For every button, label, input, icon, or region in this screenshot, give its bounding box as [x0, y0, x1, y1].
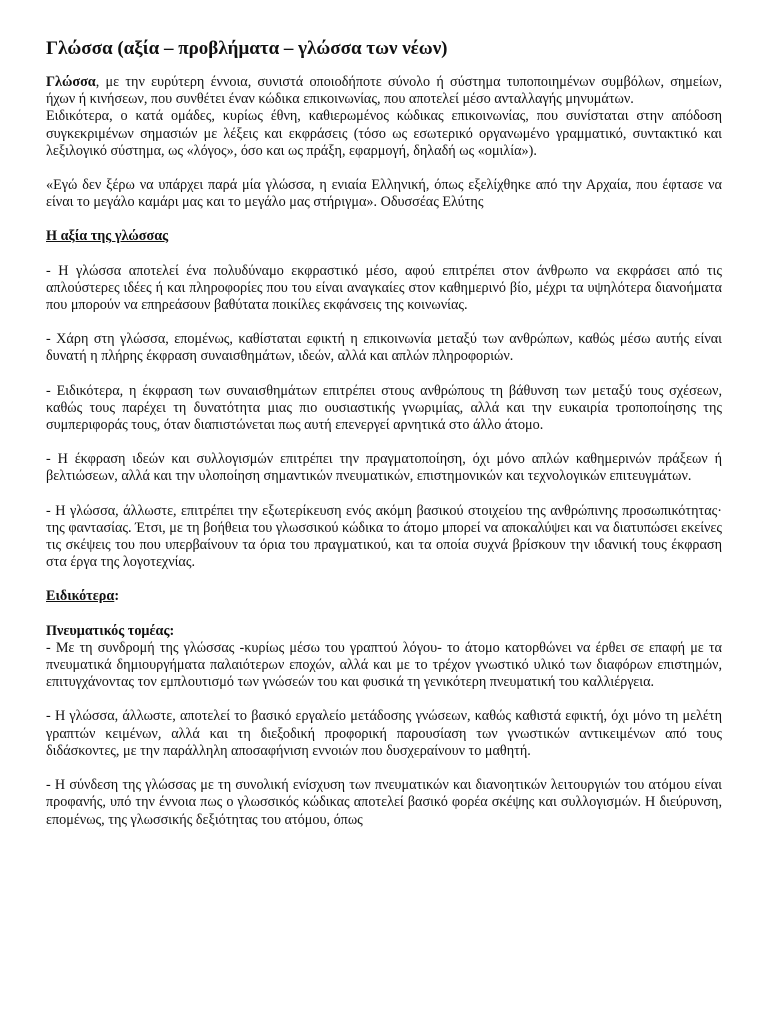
section-heading-specifically: [46, 588, 722, 605]
intro-term: Γλώσσα: [46, 74, 96, 90]
spacer: [46, 211, 722, 228]
value-paragraph: - Η έκφραση ιδεών και συλλογισμών επιτρέπει την πραγματοποίηση, όχι μόνο απλών καθημερινών πράξεων ή βελτιώσεων, αλλά και την υλοποίηση σημαντικών πνευματικών, επιστημονικών και τεχνολογικών επιτευγμάτων.: [46, 451, 722, 485]
intro-specific: Ειδικότερα, ο κατά ομάδες, κυρίως έθνη, καθιερωμένος κώδικας επικοινωνίας, που συνίσταται στην απόδοση συγκεκριμένων σημασιών με λέξεις και εκφράσεις (τόσο ως εσωτερικό οργανωμένο γραμματικό, συντακτικό και λεξιλογικό σύστημα, ως «λόγος», όσο και ως πράξη, εφαρμογή, δηλαδή ως «ομιλία»).: [46, 108, 722, 159]
intellectual-paragraph: - Με τη συνδρομή της γλώσσας -κυρίως μέσω του γραπτού λόγου- το άτομο κατορθώνει να έρθει σε επαφή με τα πνευματικά δημιουργήματα παλαιότερων εποχών, αλλά και με το τρέχον γνωστικό υλικό των διαφόρων επιστημών, επιτυγχάνοντας τον εμπλουτισμό των γνώσεών του και φυσικά τη γενικότερη πνευματική του καλλιέργεια.: [46, 639, 722, 691]
document-title: Γλώσσα (αξία – προβλήματα – γλώσσα των νέων): [46, 38, 448, 59]
spacer: [46, 314, 722, 331]
elytis-quote: «Εγώ δεν ξέρω να υπάρχει παρά μία γλώσσα, η ενιαία Ελληνική, όπως εξελίχθηκε από την Αρχαία, που έφτασε να είναι το μεγάλο καμάρι μας και το μεγάλο μας στήριγμα». Οδυσσέας Ελύτης: [46, 177, 722, 211]
intellectual-paragraph: - Η σύνδεση της γλώσσας με τη συνολική ενίσχυση των πνευματικών και διανοητικών λειτουργιών του ατόμου είναι προφανής, υπό την έννοια πως ο γλωσσικός κώδικας αποτελεί βασικό φορέα σκέψης και συλλογισμών. Η διεύρυνση, επομένως, της γλωσσικής δεξιότητας του ατόμου, όπως: [46, 777, 722, 828]
spacer: [46, 246, 722, 263]
spacer: [46, 606, 722, 623]
section-heading-value: Η αξία της γλώσσας: [46, 228, 169, 245]
value-paragraph: - Ειδικότερα, η έκφραση των συναισθημάτων επιτρέπει στους ανθρώπους τη βάθυνση των μεταξύ τους σχέσεων, καθώς τους παρέχει τη δυνατότητα μιας πιο ουσιαστικής γνωριμίας, αλλά και την ευκαιρία τροποποίησης της συμπεριφοράς τους, όταν διαπιστώνεται πως αυτή επενεργεί αρνητικά στο άλλο άτομο.: [46, 382, 722, 434]
spacer: [46, 160, 722, 177]
subheading-intellectual: [46, 623, 722, 640]
spacer: [46, 434, 722, 451]
spacer: [46, 691, 722, 708]
section-heading-specifically-colon: :: [114, 588, 120, 605]
spacer: [46, 366, 722, 383]
value-paragraph: - Η γλώσσα, άλλωστε, επιτρέπει την εξωτερίκευση ενός ακόμη βασικού στοιχείου της ανθρώπινης προσωπικότητας· της φαντασίας. Έτσι, με τη βοήθεια του γλωσσικού κώδικα το άτομο μπορεί να αποκαλύψει και να διατυπώσει εκείνες τις σκέψεις του που υπερβαίνουν τα όρια του πραγματικού, και τα οποία συχνά βρίσκουν την ιδανική τους έκφραση στα έργα της λογοτεχνίας.: [46, 502, 722, 571]
subheading-intellectual-colon: :: [169, 622, 175, 639]
document-page: [46, 38, 722, 829]
spacer: [46, 571, 722, 588]
spacer: [46, 760, 722, 777]
value-paragraph: - Η γλώσσα αποτελεί ένα πολυδύναμο εκφραστικό μέσο, αφού επιτρέπει στον άνθρωπο να εκφράσει από τις απλούστερες ιδέες ή και πληροφορίες που του είναι αναγκαίες στον καθημερινό βίο, μέχρι τα υψηλότερα διανοήματα που μπορούν να επηρεάσουν βαθύτατα ποικίλες εκφάνσεις της κοινωνίας.: [46, 262, 722, 314]
subheading-intellectual-text: Πνευματικός τομέας: [46, 622, 170, 639]
intellectual-paragraph: - Η γλώσσα, άλλωστε, αποτελεί το βασικό εργαλείο μετάδοσης γνώσεων, καθώς καθιστά εφικτή, όχι μόνο τη μελέτη γραπτών κειμένων, αλλά και τη διεξοδική προφορική παρουσίαση των γνωστικών αντικειμένων από τους διδάσκοντες, με την παράλληλη αποσαφήνιση εννοιών που δυσχεραίνουν το μαθητή.: [46, 708, 722, 759]
intro-definition-text: , με την ευρύτερη έννοια, συνιστά οποιοδήποτε σύνολο ή σύστημα τυποποιημένων συμβόλων, σημείων, ήχων ή κινήσεων, που συνθέτει έναν κώδικα επικοινωνίας, που αποτελεί μέσο ανταλλαγής μηνυμάτων.: [46, 74, 722, 108]
section-heading-specifically-text: Ειδικότερα: [46, 588, 115, 605]
value-paragraph: - Χάρη στη γλώσσα, επομένως, καθίσταται εφικτή η επικοινωνία μεταξύ των ανθρώπων, καθώς μέσω αυτής είναι δυνατή η πλήρης έκφραση συναισθημάτων, ιδεών, αλλά και απλών πληροφοριών.: [46, 331, 722, 365]
intro-definition: [46, 74, 722, 108]
spacer: [46, 486, 722, 503]
